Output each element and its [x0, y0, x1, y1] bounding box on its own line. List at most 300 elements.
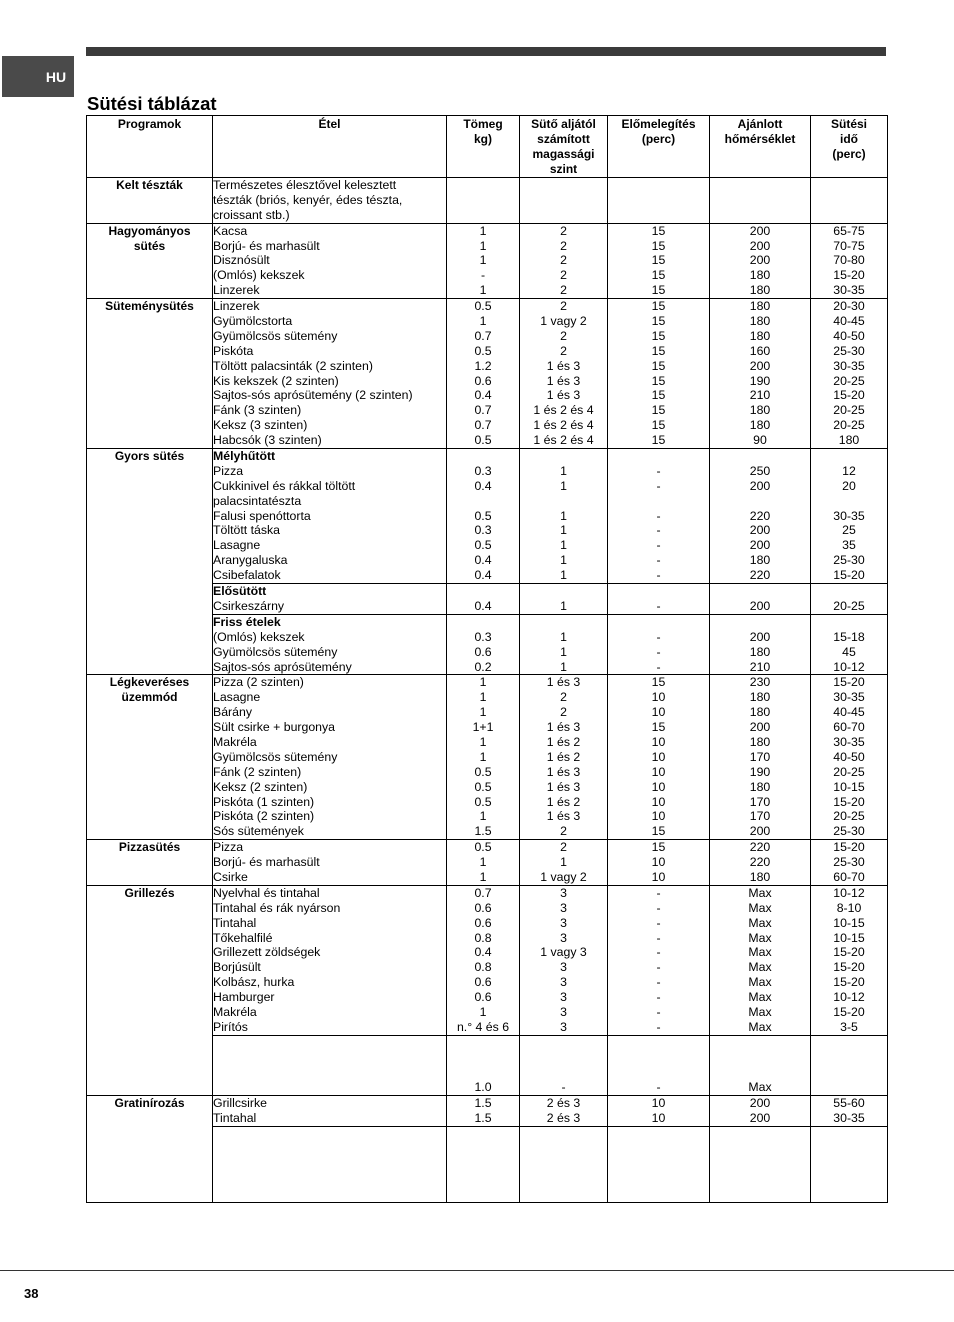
- col-preheat-header: [608, 116, 710, 178]
- header-line: magassági: [532, 146, 595, 161]
- weight-value: 0.8: [474, 930, 492, 945]
- level-value: 2: [560, 840, 567, 855]
- header-line: Étel: [318, 117, 341, 131]
- time-value: [811, 1051, 887, 1066]
- preheat-value: -: [656, 553, 661, 568]
- level-value: -: [561, 1080, 566, 1095]
- weight-value: 0.4: [474, 553, 492, 568]
- time-value: 15-20: [833, 960, 865, 975]
- food-item: Borjúsült: [213, 960, 261, 975]
- temp-value: 250: [749, 463, 771, 478]
- weight-cell: [447, 1096, 520, 1127]
- temp-cell: [710, 223, 811, 298]
- weight-cell: [447, 449, 520, 584]
- food-item: Aranygaluska: [213, 553, 288, 568]
- weight-value: 0.4: [474, 388, 492, 403]
- weight-value: 0.3: [474, 523, 492, 538]
- temp-cell: [710, 449, 811, 584]
- level-cell: [520, 584, 608, 615]
- food-cell: [213, 1096, 447, 1127]
- level-value: 1 és 2: [546, 734, 581, 749]
- temp-value: [710, 1142, 810, 1157]
- food-item: Borjú- és marhasült: [213, 238, 320, 253]
- level-value: 3: [560, 1004, 567, 1019]
- preheat-cell: [608, 299, 710, 449]
- level-value: [520, 178, 607, 193]
- level-value: [520, 1157, 607, 1172]
- time-value: 55-60: [833, 1096, 865, 1111]
- level-value: 1: [560, 659, 567, 674]
- preheat-value: 15: [651, 433, 666, 448]
- level-value: 1 és 3: [546, 779, 581, 794]
- preheat-cell: [608, 1035, 710, 1096]
- food-item: Sajtos-sós aprósütemény: [213, 659, 352, 674]
- level-value: 2 és 3: [546, 1096, 581, 1111]
- level-value: 1: [560, 508, 567, 523]
- weight-value: 0.7: [474, 403, 492, 418]
- spacer: [710, 449, 810, 464]
- level-value: 2 és 3: [546, 1111, 581, 1126]
- time-value: [811, 494, 887, 509]
- food-item: [213, 1051, 446, 1066]
- preheat-value: 15: [651, 343, 666, 358]
- level-value: 1 és 2: [546, 794, 581, 809]
- temp-value: 180: [749, 328, 771, 343]
- preheat-value: [608, 1172, 709, 1187]
- time-value: [811, 1142, 887, 1157]
- spacer: [447, 584, 519, 599]
- food-item: Fánk (2 szinten): [213, 764, 302, 779]
- food-item: Sós sütemények: [213, 824, 304, 839]
- food-item: (Omlós) kekszek: [213, 629, 305, 644]
- preheat-value: [608, 1066, 709, 1081]
- preheat-cell: [608, 223, 710, 298]
- program-label: Légkeveréses: [109, 675, 190, 690]
- food-cell: [213, 299, 447, 449]
- temp-value: 200: [749, 538, 771, 553]
- spacer: [447, 615, 519, 630]
- weight-value: 1.0: [474, 1080, 492, 1095]
- time-value: 15-18: [833, 629, 865, 644]
- preheat-value: -: [656, 930, 661, 945]
- level-value: 2: [560, 343, 567, 358]
- level-value: 2: [560, 299, 567, 314]
- program-cell: [87, 840, 213, 886]
- program-cell: [87, 1096, 213, 1202]
- weight-value: [447, 1066, 519, 1081]
- weight-cell: [447, 1035, 520, 1096]
- level-value: [520, 208, 607, 223]
- temp-value: 200: [749, 824, 771, 839]
- time-value: [811, 1172, 887, 1187]
- preheat-value: 15: [651, 238, 666, 253]
- level-value: 1 és 2: [546, 749, 581, 764]
- temp-cell: [710, 1127, 811, 1202]
- level-cell: [520, 1127, 608, 1202]
- food-item: Hamburger: [213, 990, 275, 1005]
- preheat-value: -: [656, 478, 661, 493]
- time-value: 20-25: [833, 373, 865, 388]
- level-value: 2: [560, 283, 567, 298]
- spacer: [811, 615, 887, 630]
- temp-value: 180: [749, 314, 771, 329]
- preheat-value: [608, 178, 709, 193]
- preheat-value: [608, 1127, 709, 1142]
- page-number: 38: [24, 1286, 39, 1301]
- level-value: 1 és 3: [546, 373, 581, 388]
- food-item: [213, 1080, 446, 1095]
- food-item: Töltött táska: [213, 523, 280, 538]
- weight-value: 1+1: [472, 720, 494, 735]
- temp-value: [710, 1036, 810, 1051]
- program-cell: [87, 885, 213, 1095]
- level-value: 1 és 3: [546, 358, 581, 373]
- temp-cell: [710, 614, 811, 675]
- temp-value: [710, 1187, 810, 1202]
- level-value: 2: [560, 705, 567, 720]
- time-value: [811, 178, 887, 193]
- temp-value: Max: [748, 900, 772, 915]
- level-value: 1: [560, 538, 567, 553]
- preheat-value: -: [656, 900, 661, 915]
- level-value: 1 és 3: [546, 675, 581, 690]
- temp-value: Max: [748, 1019, 772, 1034]
- preheat-value: -: [656, 915, 661, 930]
- time-cell: [811, 1035, 888, 1096]
- temp-value: 200: [749, 223, 771, 238]
- food-item: Keksz (3 szinten): [213, 418, 308, 433]
- food-subheading: Friss ételek: [213, 614, 281, 629]
- header-line: (perc): [832, 146, 866, 161]
- level-cell: [520, 449, 608, 584]
- temp-value: 180: [749, 403, 771, 418]
- weight-cell: [447, 299, 520, 449]
- table-row: [87, 299, 888, 449]
- food-item: Csirkeszárny: [213, 598, 285, 613]
- food-item: Bárány: [213, 705, 252, 720]
- preheat-cell: [608, 614, 710, 675]
- table-row: [87, 840, 888, 886]
- time-value: 10-12: [833, 659, 865, 674]
- weight-value: 0.3: [474, 629, 492, 644]
- food-subheading: Elősütött: [213, 584, 267, 599]
- preheat-value: [608, 1142, 709, 1157]
- table-row: [87, 1096, 888, 1127]
- temp-value: 220: [749, 508, 771, 523]
- temp-value: 200: [749, 1111, 771, 1126]
- temp-value: 180: [749, 268, 771, 283]
- time-cell: [811, 614, 888, 675]
- time-value: 15-20: [833, 794, 865, 809]
- time-value: 30-35: [833, 283, 865, 298]
- time-value: [811, 1066, 887, 1081]
- weight-value: 0.5: [474, 538, 492, 553]
- preheat-cell: [608, 840, 710, 886]
- temp-value: [710, 1127, 810, 1142]
- food-item: [213, 1036, 446, 1051]
- temp-value: Max: [748, 915, 772, 930]
- preheat-value: 15: [651, 253, 666, 268]
- level-value: 3: [560, 960, 567, 975]
- weight-value: 0.5: [474, 299, 492, 314]
- time-cell: [811, 223, 888, 298]
- temp-cell: [710, 178, 811, 224]
- food-item: Sült csirke + burgonya: [213, 720, 336, 735]
- temp-value: Max: [748, 885, 772, 900]
- time-cell: [811, 178, 888, 224]
- weight-value: 1: [479, 855, 487, 870]
- language-tab: [2, 56, 74, 97]
- temp-cell: [710, 675, 811, 840]
- preheat-cell: [608, 885, 710, 1035]
- food-item: Makréla: [213, 1004, 257, 1019]
- food-cell: [213, 675, 447, 840]
- weight-value: 1: [479, 690, 487, 705]
- time-value: 20-25: [833, 403, 865, 418]
- preheat-value: 10: [651, 809, 666, 824]
- preheat-cell: [608, 449, 710, 584]
- col-time-header: [811, 116, 888, 178]
- level-value: 1: [560, 568, 567, 583]
- spacer: [520, 449, 607, 464]
- level-value: [520, 494, 607, 509]
- level-value: [520, 1187, 607, 1202]
- food-item: palacsintatészta: [213, 493, 302, 508]
- temp-cell: [710, 1035, 811, 1096]
- time-value: 60-70: [833, 869, 865, 884]
- time-value: 30-35: [833, 690, 865, 705]
- preheat-value: [608, 1187, 709, 1202]
- program-cell: [87, 178, 213, 224]
- food-cell: [213, 223, 447, 298]
- weight-value: 1: [479, 705, 487, 720]
- weight-cell: [447, 178, 520, 224]
- weight-value: 1: [479, 253, 487, 268]
- preheat-cell: [608, 1096, 710, 1127]
- weight-cell: [447, 614, 520, 675]
- temp-value: 200: [749, 253, 771, 268]
- preheat-value: 15: [651, 403, 666, 418]
- preheat-value: -: [656, 1080, 661, 1095]
- preheat-value: 10: [651, 764, 666, 779]
- temp-value: [710, 178, 810, 193]
- preheat-value: 15: [651, 418, 666, 433]
- food-item: Fánk (3 szinten): [213, 403, 302, 418]
- weight-value: n.° 4 és 6: [456, 1019, 510, 1034]
- preheat-value: -: [656, 508, 661, 523]
- header-line: kg): [474, 131, 492, 146]
- level-value: 3: [560, 930, 567, 945]
- table-row: [87, 675, 888, 840]
- temp-value: 200: [749, 720, 771, 735]
- weight-value: 0.6: [474, 900, 492, 915]
- level-value: 2: [560, 253, 567, 268]
- food-item: (Omlós) kekszek: [213, 268, 305, 283]
- program-cell: [87, 223, 213, 298]
- weight-value: 0.4: [474, 568, 492, 583]
- level-cell: [520, 885, 608, 1035]
- temp-value: [710, 1051, 810, 1066]
- weight-cell: [447, 584, 520, 615]
- weight-value: 1: [479, 238, 487, 253]
- preheat-value: -: [656, 644, 661, 659]
- preheat-value: -: [656, 885, 661, 900]
- time-cell: [811, 584, 888, 615]
- time-value: 40-45: [833, 705, 865, 720]
- temp-value: [710, 494, 810, 509]
- program-label: Pizzasütés: [118, 840, 181, 855]
- food-item: [213, 1187, 446, 1202]
- preheat-value: -: [656, 659, 661, 674]
- level-cell: [520, 223, 608, 298]
- col-level-header: [520, 116, 608, 178]
- preheat-value: 10: [651, 794, 666, 809]
- preheat-value: -: [656, 975, 661, 990]
- time-value: 180: [838, 433, 860, 448]
- spacer: [710, 584, 810, 599]
- temp-value: Max: [748, 930, 772, 945]
- food-item: Borjú- és marhasült: [213, 855, 320, 870]
- time-value: 25-30: [833, 343, 865, 358]
- food-item: Gyümölcsös sütemény: [213, 644, 338, 659]
- temp-value: 180: [749, 690, 771, 705]
- weight-value: 0.6: [474, 990, 492, 1005]
- weight-cell: [447, 840, 520, 886]
- time-value: 25-30: [833, 855, 865, 870]
- food-item: Cukkinivel és rákkal töltött: [213, 478, 356, 493]
- weight-value: [447, 1172, 519, 1187]
- temp-value: 230: [749, 675, 771, 690]
- level-value: 1: [560, 553, 567, 568]
- weight-value: 0.5: [474, 508, 492, 523]
- time-value: 8-10: [836, 900, 862, 915]
- temp-value: 170: [749, 749, 771, 764]
- temp-cell: [710, 840, 811, 886]
- preheat-value: [608, 1036, 709, 1051]
- preheat-value: [608, 193, 709, 208]
- level-value: [520, 1066, 607, 1081]
- temp-value: [710, 1172, 810, 1187]
- temp-value: 200: [749, 523, 771, 538]
- level-value: 1 és 2 és 4: [533, 418, 594, 433]
- temp-value: Max: [748, 1080, 772, 1095]
- temp-value: 180: [749, 644, 771, 659]
- temp-value: Max: [748, 960, 772, 975]
- food-item: [213, 1127, 446, 1142]
- preheat-value: -: [656, 523, 661, 538]
- time-cell: [811, 1127, 888, 1202]
- time-value: [811, 1080, 887, 1095]
- weight-value: 0.5: [474, 343, 492, 358]
- time-value: 20: [842, 478, 856, 493]
- weight-value: 1.5: [474, 1096, 492, 1111]
- food-item: Piskóta (1 szinten): [213, 794, 315, 809]
- baking-table: [86, 115, 888, 1203]
- preheat-value: 10: [651, 749, 666, 764]
- temp-value: Max: [748, 990, 772, 1005]
- weight-value: 1.5: [474, 1111, 492, 1126]
- level-value: 1 vagy 2: [540, 869, 587, 884]
- temp-value: Max: [748, 975, 772, 990]
- time-value: 15-20: [833, 840, 865, 855]
- preheat-cell: [608, 584, 710, 615]
- food-item: [213, 1066, 446, 1081]
- temp-value: 90: [753, 433, 767, 448]
- header-line: Ajánlott: [737, 117, 783, 131]
- preheat-value: 15: [651, 328, 666, 343]
- program-cell: [87, 299, 213, 449]
- food-cell: [213, 1035, 447, 1096]
- temp-value: 170: [749, 794, 771, 809]
- preheat-value: [608, 494, 709, 509]
- preheat-value: 10: [651, 690, 666, 705]
- level-cell: [520, 840, 608, 886]
- time-value: 15-20: [833, 945, 865, 960]
- weight-value: 0.6: [474, 644, 492, 659]
- preheat-value: 10: [651, 705, 666, 720]
- preheat-value: [608, 208, 709, 223]
- program-cell: [87, 449, 213, 675]
- time-cell: [811, 299, 888, 449]
- weight-value: 1: [479, 734, 487, 749]
- temp-value: 160: [749, 343, 771, 358]
- food-item: Csirke: [213, 869, 248, 884]
- time-value: 20-30: [833, 299, 865, 314]
- food-item: Kacsa: [213, 223, 248, 238]
- food-item: Tintahal: [213, 1111, 257, 1126]
- preheat-value: -: [656, 990, 661, 1005]
- food-item: Pizza: [213, 840, 244, 855]
- header-line: számított: [537, 131, 590, 146]
- level-value: 1 és 3: [546, 764, 581, 779]
- col-programs-header: [87, 116, 213, 178]
- time-value: [811, 1157, 887, 1172]
- time-value: 15-20: [833, 975, 865, 990]
- header-line: szint: [549, 161, 578, 176]
- time-cell: [811, 885, 888, 1035]
- time-value: 40-50: [833, 749, 865, 764]
- temp-value: 220: [749, 840, 771, 855]
- spacer: [447, 449, 519, 464]
- temp-value: 200: [749, 629, 771, 644]
- preheat-value: -: [656, 1019, 661, 1034]
- preheat-value: 10: [651, 734, 666, 749]
- food-item: Grillezett zöldségek: [213, 945, 321, 960]
- header-line: Tömeg: [463, 117, 503, 131]
- weight-cell: [447, 675, 520, 840]
- food-item: Linzerek: [213, 283, 260, 298]
- food-item: Csibefalatok: [213, 568, 281, 583]
- time-cell: [811, 449, 888, 584]
- level-value: 1 és 3: [546, 809, 581, 824]
- time-value: 40-50: [833, 328, 865, 343]
- food-item: Gyümölcsös sütemény: [213, 328, 338, 343]
- language-code: HU: [45, 68, 67, 85]
- temp-value: 220: [749, 568, 771, 583]
- preheat-value: [608, 1051, 709, 1066]
- food-cell: [213, 449, 447, 584]
- spacer: [811, 449, 887, 464]
- weight-value: 1: [479, 223, 487, 238]
- weight-value: 1: [479, 1004, 487, 1019]
- time-value: 10-12: [833, 990, 865, 1005]
- food-cell: [213, 840, 447, 886]
- time-value: 20-25: [833, 598, 865, 613]
- temp-value: [710, 1157, 810, 1172]
- program-label: sütés: [133, 238, 166, 253]
- col-temp-header: [710, 116, 811, 178]
- food-item: Lasagne: [213, 690, 261, 705]
